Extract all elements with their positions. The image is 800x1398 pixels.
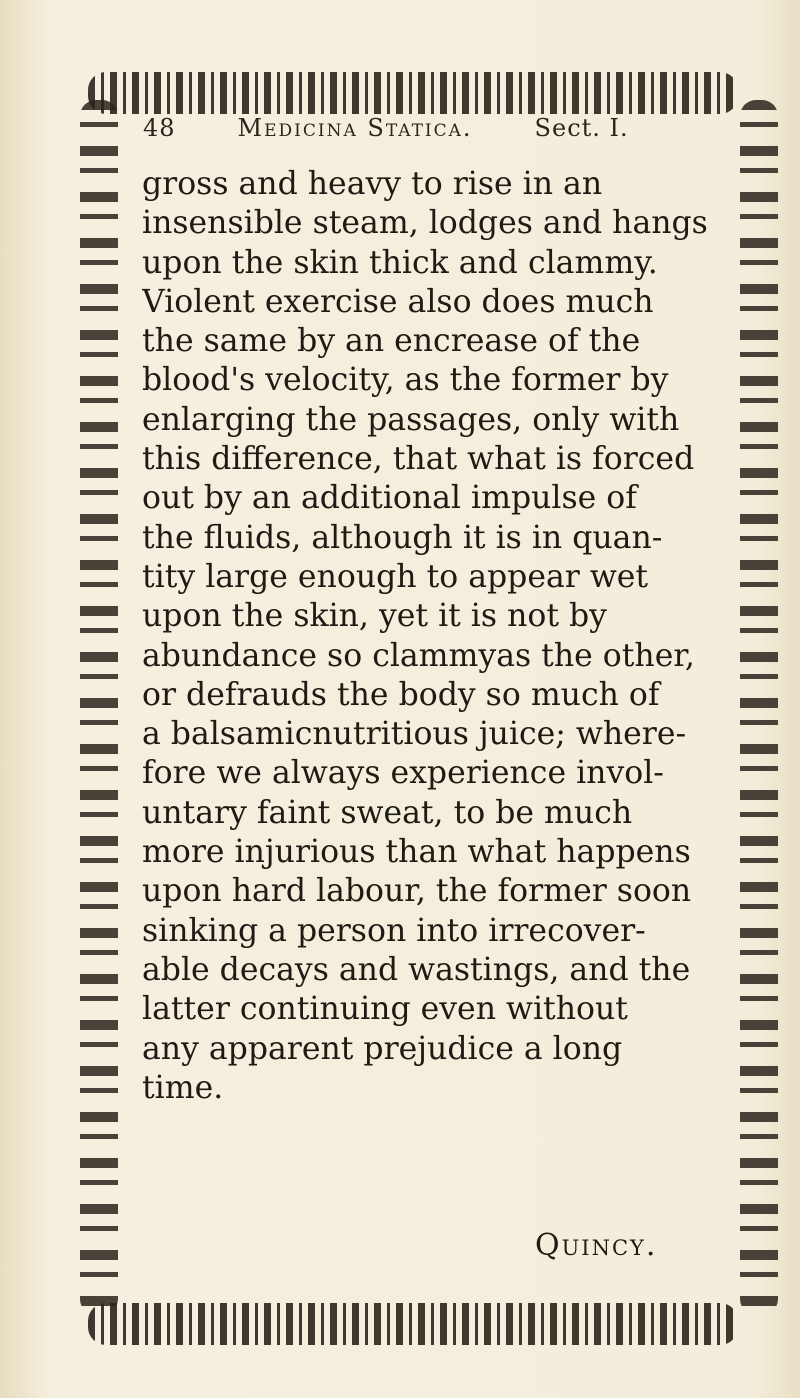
ornamental-border-left	[80, 100, 118, 1315]
text-line: more injurious than what happens	[142, 834, 691, 871]
text-line: untary faint sweat, to be much	[142, 794, 633, 831]
author-signature: Quincy.	[535, 1228, 658, 1263]
text-line: sinking a person into irrecover-	[142, 912, 646, 949]
text-line: upon the skin thick and clammy.	[142, 244, 658, 281]
text-line: out by an additional impulse of	[142, 480, 637, 517]
text-line: the same by an encrease of the	[142, 323, 641, 360]
text-line: able decays and wastings, and the	[142, 951, 691, 988]
ornamental-border-bottom	[88, 1303, 738, 1345]
body-text	[142, 165, 732, 1108]
text-line: gross and heavy to rise in an	[142, 166, 603, 202]
ornamental-border-top	[88, 72, 738, 114]
running-title: Medicina Statica.	[237, 114, 473, 142]
text-line: the fluids, although it is in quan-	[142, 519, 663, 556]
text-line: enlarging the passages, only with	[142, 401, 680, 438]
page-number: 48	[143, 114, 176, 142]
text-line: upon hard labour, the former soon	[142, 873, 692, 910]
text-line: abundance so clammyas the other,	[142, 637, 695, 674]
text-line: insensible steam, lodges and hangs	[142, 205, 708, 242]
text-line: this difference, that what is forced	[142, 441, 695, 478]
text-line: latter continuing even without	[142, 991, 628, 1028]
section-label: Sect. I.	[534, 114, 629, 142]
text-line: or defrauds the body so much of	[142, 676, 660, 713]
text-line: any apparent prejudice a long	[142, 1030, 623, 1067]
ornamental-border-right	[740, 100, 778, 1315]
text-line: time.	[142, 1069, 224, 1106]
text-line: Violent exercise also does much	[142, 283, 654, 320]
text-line: tity large enough to appear wet	[142, 558, 649, 595]
page-header	[143, 114, 703, 142]
text-line: upon the skin, yet it is not by	[142, 598, 607, 635]
text-line: fore we always experience invol-	[142, 755, 664, 792]
text-line: a balsamicnutritious juice; where-	[142, 716, 687, 753]
text-line: blood's velocity, as the former by	[142, 362, 669, 399]
